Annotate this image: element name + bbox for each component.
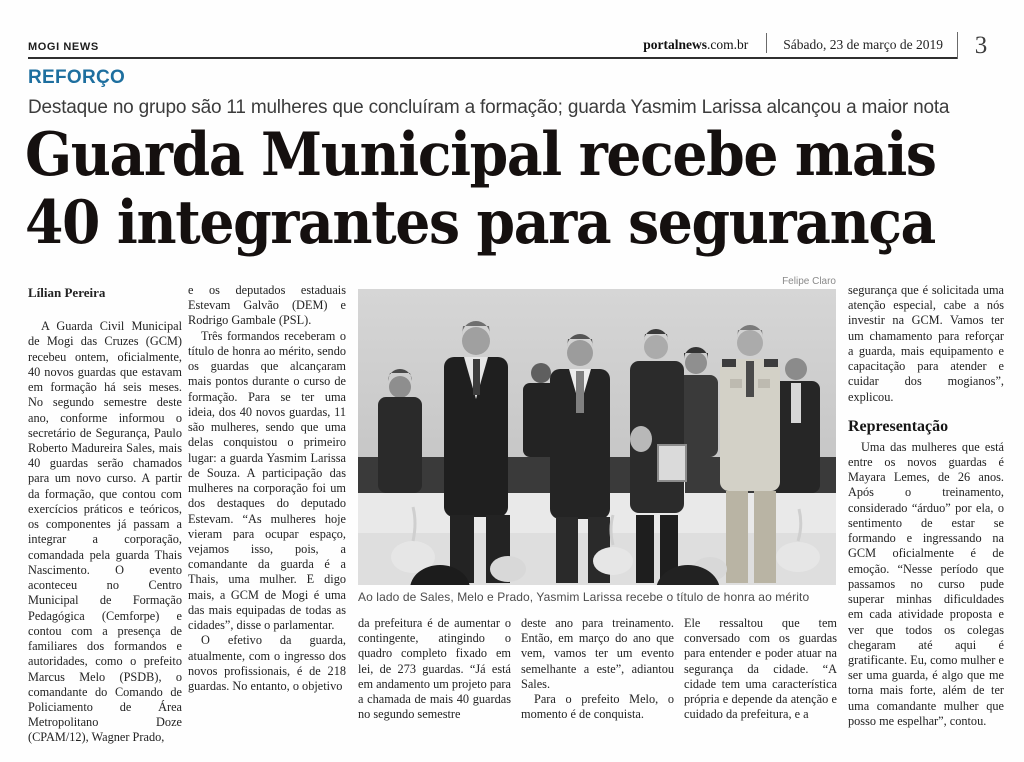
page-number: 3: [957, 32, 1004, 59]
headline-line-2: 40 integrantes para segurança: [25, 187, 935, 258]
edition-date: Sábado, 23 de março de 2019: [783, 37, 943, 52]
photo-illustration: [358, 289, 836, 585]
paragraph: da prefeitura é de aumentar o contingente, atingindo o quadro completo fixado em lei, de 273 guardas. “Já está em andamento um projeto para a chamada de mais 40 guardas no segundo semestre: [358, 616, 511, 722]
article-column-2: [188, 283, 346, 694]
photo-caption: Ao lado de Sales, Melo e Prado, Yasmim Larissa recebe o título de honra ao mérito: [358, 590, 810, 604]
paragraph: O efetivo da guarda, atualmente, com o ingresso dos novos profissionais, é de 218 guardas. No entanto, o objetivo: [188, 633, 346, 694]
paragraph: Ele ressaltou que tem conversado com os guardas para entender e poder atuar na segurança da cidade. “A cidade tem uma característica própria e depende da atenção e cuidado da prefeitura, e a: [684, 616, 837, 722]
paragraph: deste ano para treinamento. Então, em março do ano que vem, vamos ter um evento semelhante a este”, adiantou Sales.: [521, 616, 674, 691]
paragraph: e os deputados estaduais Estevam Galvão (DEM) e Rodrigo Gambale (PSL).: [188, 283, 346, 328]
article-column-6: [848, 283, 1004, 729]
section-subhead: Representação: [848, 417, 949, 435]
newspaper-brand: MOGI NEWS: [28, 41, 99, 53]
header-divider: [766, 33, 767, 53]
article-column-5: [684, 616, 837, 723]
website-url-bold: portalnews: [643, 37, 708, 52]
headline-line-1: Guarda Municipal recebe mais: [25, 120, 936, 190]
website-url: [643, 37, 748, 53]
article-headline: [25, 122, 1024, 258]
paragraph: Para o prefeito Melo, o momento é de conquista.: [521, 692, 674, 722]
page-header: [28, 32, 1004, 59]
paragraph: A Guarda Civil Municipal de Mogi das Cruzes (GCM) recebeu ontem, oficialmente, 40 novos guardas que estavam em formação há seis meses. No segundo semestre deste ano, conforme informou o secretário de Segurança, Paulo Roberto Madureira Sales, mais 40 guardas serão chamados para um novo curso. A partir da formação, que contou com exercícios práticos e teóricos, os componentes já passam a integrar a corporação, comandada pela guarda Thais Nascimento. O evento aconteceu no Centro Municipal de Formação Pedagógica (Cemforpe) e contou com a presença de familiares dos formandos e autoridades, como o prefeito Marcus Melo (PSDB), o comandante do Comando de Policiamento de Área Metropolitano Doze (CPAM/12), Wagner Prado,: [28, 319, 182, 745]
article-column-3: [358, 616, 511, 723]
article-column-4: [521, 616, 674, 723]
header-rule-area: [28, 32, 957, 59]
paragraph: segurança que é solicitada uma atenção especial, cabe a nós investir na GCM. Vamos ter um chamamento para reforçar a guarda, mais equipamento e capacitação para atender e cuidar dos mogianos”, explicou.: [848, 283, 1004, 404]
article-deck: Destaque no grupo são 11 mulheres que concluíram a formação; guarda Yasmim Larissa alcançou a maior nota: [28, 97, 950, 118]
header-right: [643, 33, 957, 53]
article-column-1: [28, 283, 182, 746]
article-photo: [358, 289, 836, 585]
section-kicker: REFORÇO: [28, 67, 126, 88]
paragraph: Três formandos receberam o título de honra ao mérito, sendo os guardas que alcançaram mais pontos durante o curso de formação. Para se ter uma ideia, dos 40 novos guardas, 11 são mulheres, sendo que uma delas conquistou o primeiro lugar: a guarda Yasmim Larissa de Souza. A participação das mulheres na corporação foi um dos destaques do deputado Estevam. “As mulheres hoje vieram para ocupar espaço, vejamos isso, pois, a comandante da guarda é a Thais, uma mulher. E digo mais, a GCM de Mogi é uma das mais equipadas de todas as cidades”, disse o parlamentar.: [188, 328, 346, 633]
paragraph: Uma das mulheres que está entre os novos guardas é Mayara Lemes, de 26 anos. Após o treinamento, considerado “árduo” por ela, o sentimento de estar se formando e ingressando na GCM oficialmente é de emoção. “Nesse período que passamos no curso pude superar minhas dificuldades em cada atividade proposta e ver que todos os colegas chegaram até aqui é gratificante. Eu, como mulher e ser uma guarda, é algo que me torna mais forte, além de ter uma comandante mulher que posso me espelhar”, contou.: [848, 439, 1004, 728]
byline: Lílian Pereira: [28, 285, 106, 300]
website-url-suffix: .com.br: [707, 37, 749, 52]
photo-credit: Felipe Claro: [782, 276, 836, 287]
